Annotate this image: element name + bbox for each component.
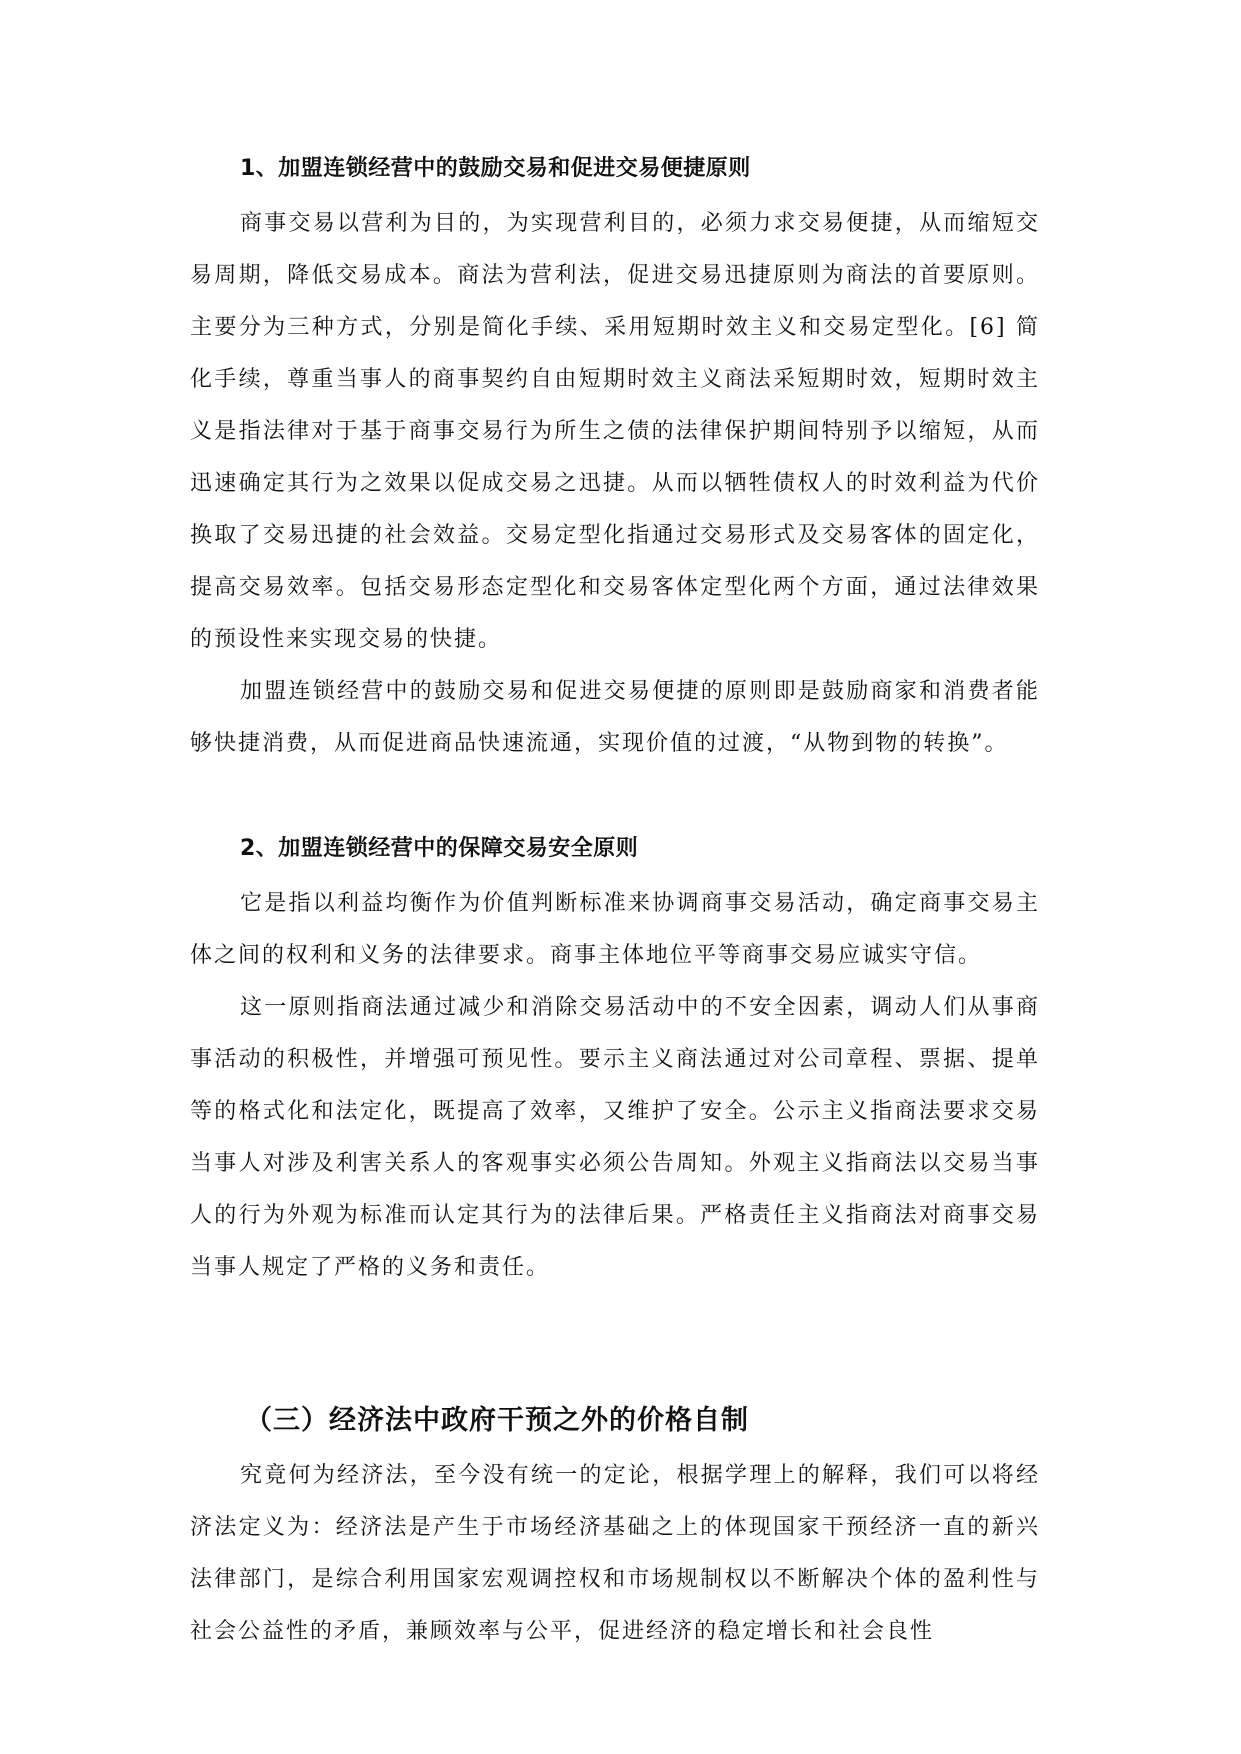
section-heading-3: （三）经济法中政府干预之外的价格自制 xyxy=(245,1405,749,1436)
spacer xyxy=(190,770,1040,820)
paragraph: 商事交易以营利为目的，为实现营利目的，必须力求交易便捷，从而缩短交易周期，降低交易成本。商法为营利法，促进交易迅捷原则为商法的首要原则。主要分为三种方式，分别是简化手续、采用短期时效主义和交易定型化。[6] 简化手续，尊重当事人的商事契约自由短期时效主义商法采短期时效，短期时效主义是指法律对于基于商事交易行为所生之债的法律保护期间特别予以缩短，从而迅速确定其行为之效果以促成交易之迅捷。从而以牺牲债权人的时效利益为代价换取了交易迅捷的社会效益。交易定型化指通过交易形式及交易客体的固定化，提高交易效率。包括交易形态定型化和交易客体定型化两个方面，通过法律效果的预设性来实现交易的快捷。 xyxy=(190,211,1040,652)
spacer xyxy=(190,1294,1040,1392)
paragraph: 究竟何为经济法，至今没有统一的定论，根据学理上的解释，我们可以将经济法定义为：经济法是产生于市场经济基础之上的体现国家干预经济一直的新兴法律部门，是综合利用国家宏观调控权和市场规制权以不断解决个体的盈利性与社会公益性的矛盾，兼顾效率与公平，促进经济的稳定增长和社会良性 xyxy=(190,1463,1040,1644)
heading-principle-2: 2、加盟连锁经营中的保障交易安全原则 xyxy=(240,836,639,861)
heading-principle-1: 1、加盟连锁经营中的鼓励交易和促进交易便捷原则 xyxy=(240,156,751,181)
paragraph: 这一原则指商法通过减少和消除交易活动中的不安全因素，调动人们从事商事活动的积极性，并增强可预见性。要示主义商法通过对公司章程、票据、提单等的格式化和法定化，既提高了效率，又维护了安全。公示主义指商法要求交易当事人对涉及利害关系人的客观事实必须公告周知。外观主义指商法以交易当事人的行为外观为标准而认定其行为的法律后果。严格责任主义指商法对商事交易当事人规定了严格的义务和责任。 xyxy=(190,995,1040,1280)
paragraph: 加盟连锁经营中的鼓励交易和促进交易便捷的原则即是鼓励商家和消费者能够快捷消费，从而促进商品快速流通，实现价值的过渡，“从物到物的转换”。 xyxy=(190,679,1040,756)
paragraph: 它是指以利益均衡作为价值判断标准来协调商事交易活动，确定商事交易主体之间的权利和义务的法律要求。商事主体地位平等商事交易应诚实守信。 xyxy=(190,891,1040,968)
document-body xyxy=(190,140,1040,1658)
